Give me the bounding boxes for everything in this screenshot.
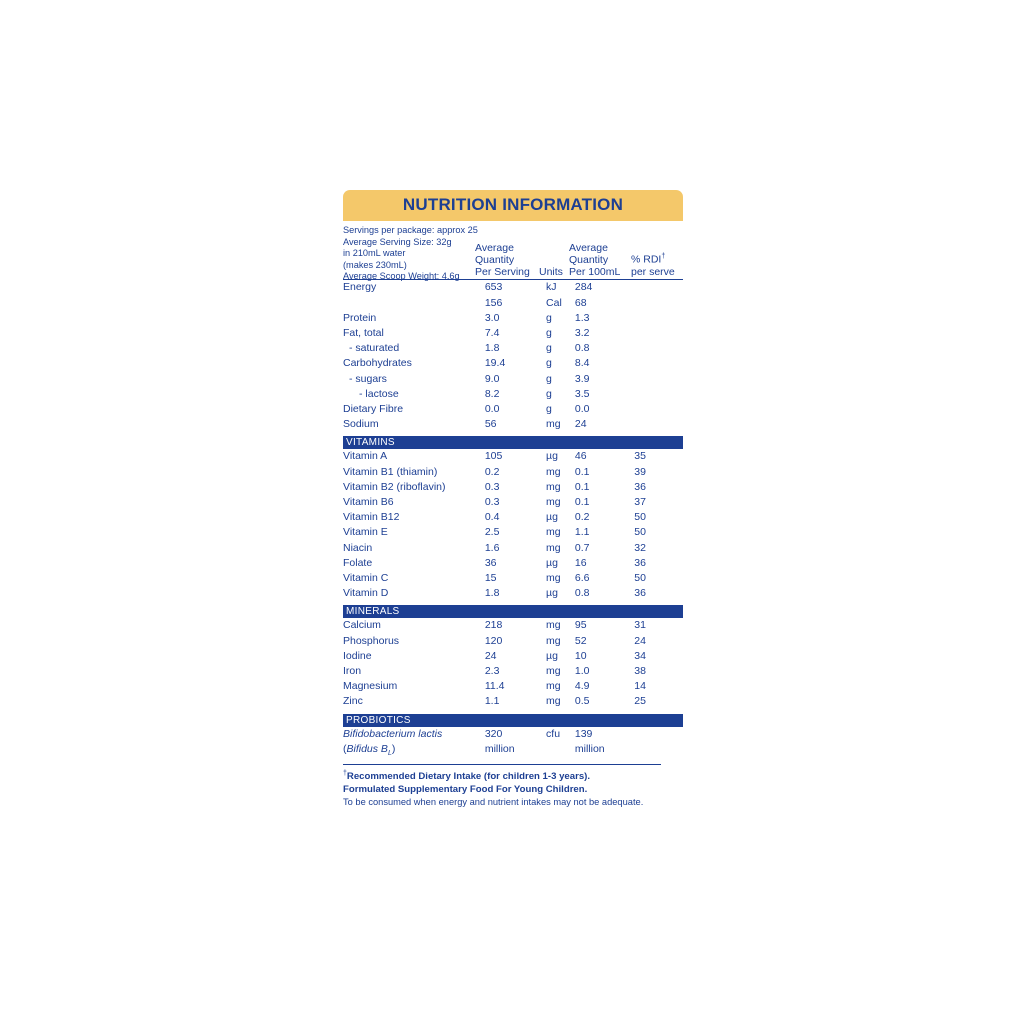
- row-name: Bifidobacterium lactis: [343, 727, 443, 740]
- average-scoop-weight: Average Scoop Weight: 4.6g: [343, 271, 460, 282]
- row-qty-per-100ml: 0.1: [574, 496, 590, 508]
- row-qty-per-100ml: 24: [574, 418, 587, 431]
- row-qty-per-100ml: 0.8: [574, 587, 590, 600]
- row-qty-per-100ml: 0.2: [574, 511, 590, 524]
- makes-amount: (makes 230mL): [343, 259, 407, 270]
- row-name: Dietary Fibre: [343, 402, 404, 415]
- table-row: [343, 742, 683, 761]
- row-units: kJ: [546, 281, 557, 294]
- table-row: [343, 402, 683, 417]
- row-qty-per-serving: 0.2: [484, 465, 500, 478]
- row-name: [343, 296, 485, 311]
- panel-title-bar: [343, 190, 683, 221]
- row-qty-per-100ml: 3.9: [574, 372, 590, 385]
- row-rdi: 24: [634, 634, 646, 647]
- header-avg-1: Average: [475, 241, 514, 254]
- row-units: g: [546, 326, 552, 339]
- row-qty-per-100ml: 16: [574, 556, 587, 569]
- row-qty-per-100ml: 0.1: [574, 480, 590, 493]
- average-serving-size: Average Serving Size: 32g: [343, 236, 452, 247]
- row-units: mg: [546, 541, 561, 554]
- row-rdi: 32: [634, 541, 646, 554]
- row-rdi: 36: [634, 587, 646, 600]
- table-row: [343, 618, 683, 633]
- header-quantity-per-serving: [475, 243, 539, 278]
- row-qty-per-100ml: 6.6: [574, 572, 590, 585]
- row-qty-per-100ml: 95: [574, 619, 587, 632]
- table-row: [343, 449, 683, 464]
- row-rdi: 50: [634, 526, 646, 539]
- row-name: Vitamin A: [343, 450, 388, 463]
- section-header-probiotics: [343, 714, 683, 727]
- row-rdi: 38: [634, 665, 646, 678]
- row-name-secondary: (Bifidus $B_L$): [343, 742, 396, 757]
- row-units: µg: [546, 587, 558, 600]
- footer-notes: [343, 764, 661, 808]
- row-units: µg: [546, 649, 558, 662]
- row-name: Vitamin C: [343, 572, 389, 585]
- servings-per-package: Servings per package: approx 25: [343, 225, 478, 235]
- table-row: [343, 694, 683, 709]
- row-units: g: [546, 342, 552, 355]
- row-units: g: [546, 387, 552, 400]
- row-name: Zinc: [343, 695, 363, 708]
- table-row: [343, 510, 683, 525]
- row-name: - saturated: [349, 342, 400, 355]
- row-qty-per-100ml: 4.9: [574, 680, 590, 693]
- row-rdi: [634, 417, 683, 432]
- row-qty-per-100ml: 10: [574, 649, 587, 662]
- footer-line-2: Formulated Supplementary Food For Young Children.: [343, 783, 588, 795]
- row-qty-per-100ml: 46: [574, 450, 587, 463]
- row-qty-per-serving: 19.4: [484, 357, 506, 370]
- row-units: mg: [546, 695, 561, 708]
- header-qty-2: Quantity: [569, 253, 609, 266]
- row-units: mg: [546, 480, 561, 493]
- header-rdi: [631, 251, 683, 278]
- row-units: g: [546, 357, 552, 370]
- row-rdi-secondary: [634, 742, 683, 761]
- table-row: [343, 296, 683, 311]
- row-qty-per-serving: 1.8: [484, 342, 500, 355]
- row-qty-per-100ml: 52: [574, 634, 587, 647]
- row-units: µg: [546, 556, 558, 569]
- row-name: Iodine: [343, 649, 372, 662]
- row-units: µg: [546, 450, 558, 463]
- row-qty-per-serving: 0.0: [484, 402, 500, 415]
- header-rdi-sub: per serve: [631, 265, 675, 278]
- row-name: Calcium: [343, 619, 381, 632]
- row-qty-per-serving: 320: [484, 727, 503, 740]
- row-qty-per-serving: 653: [484, 281, 503, 294]
- table-row: [343, 480, 683, 495]
- row-rdi: 36: [634, 556, 646, 569]
- footer-line-3: To be consumed when energy and nutrient intakes may not be adequate.: [343, 797, 644, 808]
- row-units: Cal: [546, 296, 562, 309]
- section-header-vitamins: [343, 436, 683, 449]
- row-rdi: 31: [634, 619, 646, 632]
- row-qty-per-serving: 56: [484, 418, 497, 431]
- row-qty-per-serving: 24: [484, 649, 497, 662]
- table-row: [343, 525, 683, 540]
- row-name: Vitamin B6: [343, 496, 394, 508]
- row-rdi: [634, 326, 683, 341]
- table-row: [343, 387, 683, 402]
- table-row: [343, 634, 683, 649]
- row-qty-per-serving: 3.0: [484, 311, 500, 324]
- header-per100ml: Per 100mL: [569, 265, 621, 278]
- row-qty-per-serving: 9.0: [484, 372, 500, 385]
- row-rdi: 35: [634, 450, 646, 463]
- row-qty-per-serving-secondary: million: [484, 742, 515, 755]
- row-name: Vitamin B1 (thiamin): [343, 465, 438, 478]
- row-rdi: 34: [634, 649, 646, 662]
- table-row: [343, 356, 683, 371]
- row-units: mg: [546, 418, 561, 431]
- row-units: cfu: [546, 727, 561, 740]
- row-name: Vitamin D: [343, 587, 389, 600]
- row-rdi: 37: [634, 496, 646, 508]
- row-qty-per-serving: 156: [484, 296, 503, 309]
- row-qty-per-serving: 2.3: [484, 665, 500, 678]
- row-rdi: [634, 356, 683, 371]
- header-units: [539, 267, 569, 279]
- row-name: Energy: [343, 281, 377, 294]
- table-row: [343, 727, 683, 742]
- row-name: Folate: [343, 556, 373, 569]
- row-rdi: [634, 402, 683, 417]
- row-units: g: [546, 372, 552, 385]
- row-name: Vitamin B12: [343, 511, 400, 524]
- section-label: PROBIOTICS: [343, 714, 683, 727]
- table-row: [343, 311, 683, 326]
- footer-line-1: †Recommended Dietary Intake (for children 1-3 years).: [343, 770, 591, 783]
- row-qty-per-100ml: 0.5: [574, 695, 590, 708]
- section-label: VITAMINS: [343, 436, 683, 449]
- row-units: mg: [546, 496, 561, 508]
- row-qty-per-serving: 1.6: [484, 541, 500, 554]
- header-qty-1: Quantity: [475, 253, 515, 266]
- row-rdi: [634, 296, 683, 311]
- row-units: g: [546, 402, 552, 415]
- header-avg-2: Average: [569, 241, 608, 254]
- row-qty-per-serving: 2.5: [484, 526, 500, 539]
- row-qty-per-serving: 15: [484, 572, 497, 585]
- row-qty-per-100ml: 68: [574, 296, 587, 309]
- table-row: [343, 372, 683, 387]
- row-name: - lactose: [359, 387, 399, 400]
- water-amount: in 210mL water: [343, 248, 406, 259]
- table-row: [343, 586, 683, 601]
- row-qty-per-100ml: 284: [574, 281, 593, 294]
- row-qty-per-100ml: 1.1: [574, 526, 590, 539]
- row-qty-per-serving: 7.4: [484, 326, 500, 339]
- row-qty-per-100ml: 0.1: [574, 465, 590, 478]
- row-name: Fat, total: [343, 326, 384, 339]
- row-qty-per-100ml: 8.4: [574, 357, 590, 370]
- row-rdi: 39: [634, 465, 646, 478]
- row-qty-per-serving: 11.4: [484, 680, 505, 693]
- section-label: MINERALS: [343, 605, 683, 618]
- header-quantity-per-100ml: [569, 243, 631, 278]
- row-units: µg: [546, 511, 558, 524]
- row-name: Protein: [343, 311, 377, 324]
- row-rdi: [634, 387, 683, 402]
- table-row: [343, 417, 683, 432]
- section-header-minerals: [343, 605, 683, 618]
- row-name: Magnesium: [343, 680, 398, 693]
- row-name: Vitamin E: [343, 526, 388, 539]
- header-rdi-label: % RDI†: [631, 253, 666, 266]
- row-qty-per-100ml: 0.7: [574, 541, 590, 554]
- row-name: Iron: [343, 665, 362, 678]
- row-units: g: [546, 311, 552, 324]
- row-qty-per-100ml: 3.5: [574, 387, 590, 400]
- row-qty-per-serving: 1.1: [484, 695, 500, 708]
- row-qty-per-100ml: 3.2: [574, 326, 590, 339]
- table-row: [343, 664, 683, 679]
- table-row: [343, 571, 683, 586]
- row-units: mg: [546, 680, 561, 693]
- row-rdi: 50: [634, 511, 646, 524]
- table-row: [343, 556, 683, 571]
- row-rdi: 14: [634, 680, 646, 693]
- row-rdi: 50: [634, 572, 646, 585]
- row-qty-per-100ml: 139: [574, 727, 593, 740]
- row-qty-per-serving: 0.3: [484, 480, 500, 493]
- row-units: mg: [546, 465, 561, 478]
- row-name: Carbohydrates: [343, 357, 412, 370]
- row-units: mg: [546, 665, 561, 678]
- table-row: [343, 341, 683, 356]
- header-spacer: [343, 243, 475, 278]
- row-qty-per-serving: 1.8: [484, 587, 500, 600]
- row-qty-per-serving: 105: [484, 450, 503, 463]
- row-qty-per-serving: 8.2: [484, 387, 500, 400]
- row-qty-per-serving: 36: [484, 556, 497, 569]
- row-name: Sodium: [343, 418, 379, 431]
- row-units: mg: [546, 619, 561, 632]
- row-units: mg: [546, 634, 561, 647]
- nutrition-information-panel: [343, 190, 683, 809]
- row-rdi: 36: [634, 480, 646, 493]
- row-qty-per-serving: 120: [484, 634, 503, 647]
- table-row: [343, 326, 683, 341]
- row-qty-per-100ml: 1.0: [574, 665, 590, 678]
- nutrition-table: [343, 280, 683, 761]
- row-units: mg: [546, 572, 561, 585]
- page-title: NUTRITION INFORMATION: [402, 195, 624, 214]
- row-qty-per-serving: 0.4: [484, 511, 500, 524]
- row-name: - sugars: [349, 372, 387, 385]
- row-rdi: [634, 727, 683, 742]
- table-row: [343, 541, 683, 556]
- table-row: [343, 679, 683, 694]
- row-name: Vitamin B2 (riboflavin): [343, 480, 446, 493]
- table-row: [343, 465, 683, 480]
- row-name: Phosphorus: [343, 634, 400, 647]
- table-row: [343, 649, 683, 664]
- header-perserving: Per Serving: [475, 265, 530, 278]
- table-row: [343, 495, 683, 510]
- row-rdi: [634, 341, 683, 356]
- header-units-label: Units: [539, 265, 563, 278]
- row-rdi: 25: [634, 695, 646, 708]
- row-name: Niacin: [343, 541, 373, 554]
- row-rdi: [634, 311, 683, 326]
- row-qty-per-100ml-secondary: million: [574, 742, 605, 755]
- row-rdi: [634, 372, 683, 387]
- row-qty-per-serving: 0.3: [484, 496, 500, 508]
- row-qty-per-serving: 218: [484, 619, 503, 632]
- row-units: mg: [546, 526, 561, 539]
- row-units-secondary: [546, 742, 575, 761]
- row-qty-per-100ml: 1.3: [574, 311, 590, 324]
- table-header-row: [343, 243, 683, 280]
- row-qty-per-100ml: 0.0: [574, 402, 590, 415]
- row-qty-per-100ml: 0.8: [574, 342, 590, 355]
